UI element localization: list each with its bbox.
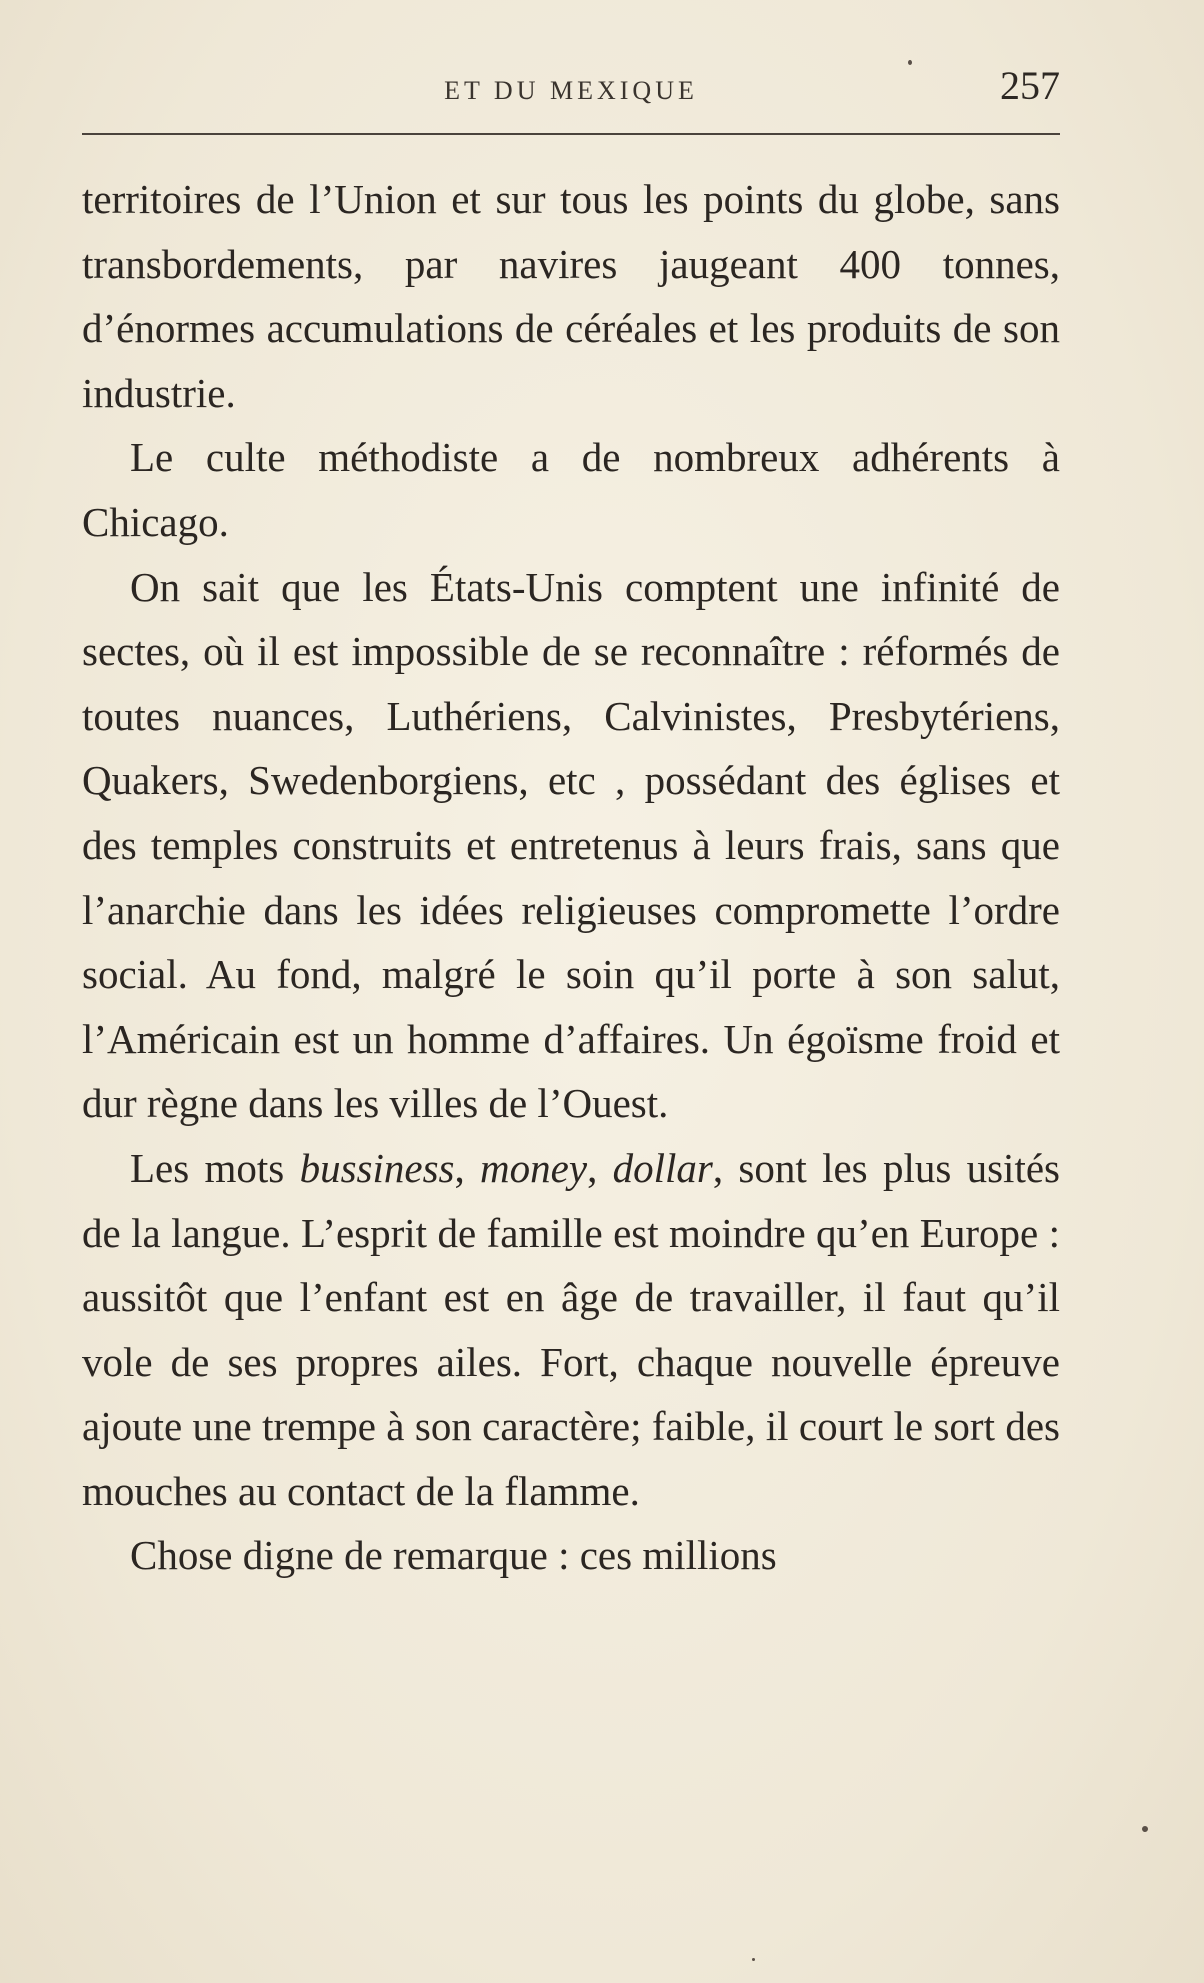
paragraph-2: Le culte méthodiste a de nombreux adhérents à Chicago.	[82, 434, 1060, 545]
body-text	[82, 167, 1060, 1588]
paragraph-4	[82, 1136, 1060, 1524]
paragraph-4-sep-1: ,	[454, 1144, 481, 1191]
running-title: ET DU MEXIQUE	[444, 76, 698, 105]
paper-speck	[908, 60, 912, 65]
header-rule	[82, 133, 1060, 135]
paragraph-4-sep-2: ,	[587, 1144, 613, 1191]
italic-word-money: money	[480, 1144, 588, 1191]
paragraph-4-rest: , sont les plus usités de la langue. L’esprit de famille est moindre qu’en Europe : aussitôt que l’enfant est en âge de travailler, il faut qu’il vole de ses propres ailes. Fort, chaque nouvelle épreuve ajoute une trempe à son caractère; faible, il court le sort des mouches au contact de la flamme.	[82, 1144, 1060, 1514]
paper-speck	[1142, 1826, 1148, 1832]
paragraph-1: territoires de l’Union et sur tous les points du globe, sans transbordements, par navires jaugeant 400 tonnes, d’énormes accumulations de céréales et les produits de son industrie.	[82, 176, 1060, 416]
paragraph-4-lead: Les mots	[130, 1144, 300, 1191]
running-head	[82, 58, 1060, 114]
italic-word-dollar: dollar	[612, 1144, 713, 1191]
paragraph-5: Chose digne de remarque : ces millions	[130, 1532, 777, 1579]
paper-speck	[752, 1958, 755, 1961]
italic-word-bussiness: bussiness	[299, 1144, 455, 1191]
paragraph-3: On sait que les États-Unis comptent une infinité de sectes, où il est impossible de se reconnaître : réformés de toutes nuances, Luthériens, Calvinistes, Presbytériens, Quakers, Swedenborgiens, etc , possédant des églises et des temples construits et entretenus à leurs frais, sans que l’anarchie dans les idées religieuses compromette l’ordre social. Au fond, malgré le soin qu’il porte à son salut, l’Américain est un homme d’affaires. Un égoïsme froid et dur règne dans les villes de l’Ouest.	[82, 563, 1060, 1127]
page-number: 257	[1000, 63, 1060, 108]
